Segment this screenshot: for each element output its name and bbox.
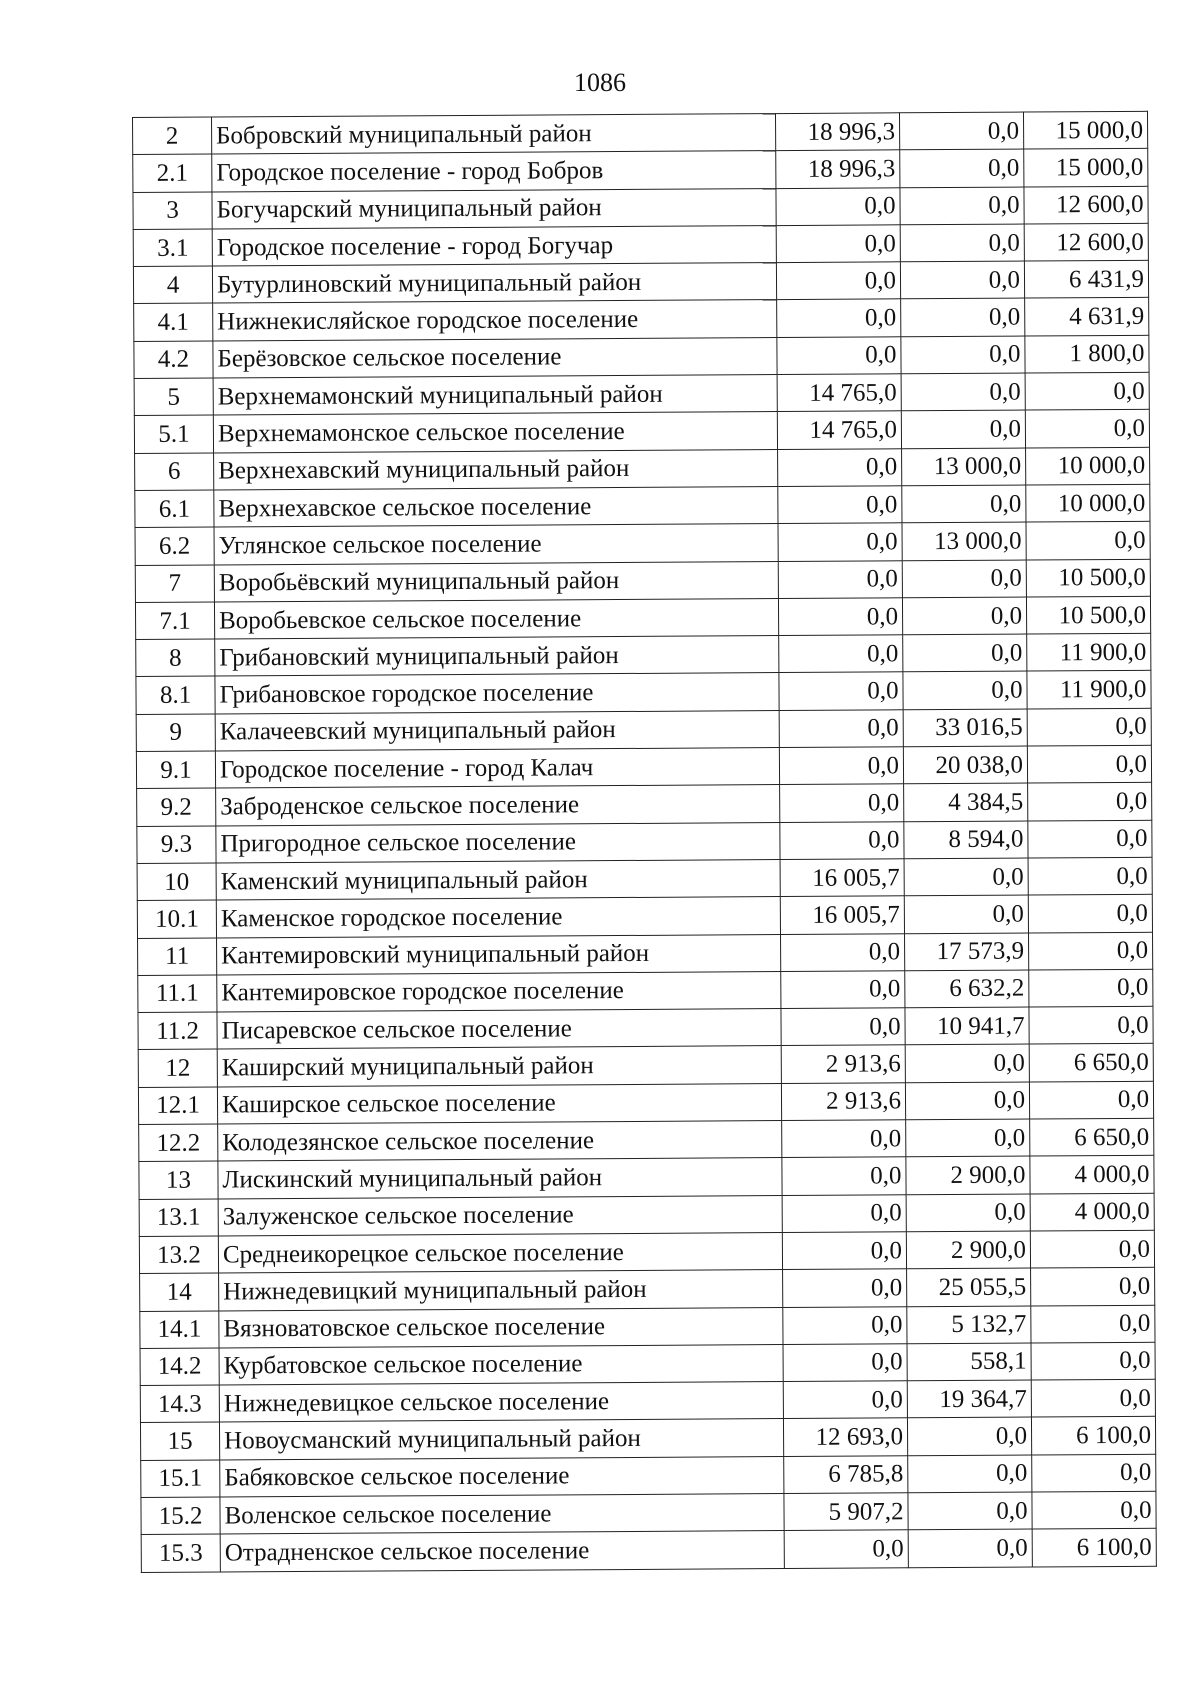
table-row xyxy=(135,596,1150,639)
table-row xyxy=(135,484,1150,527)
value-col-1-cell: 0,0 xyxy=(781,1008,905,1046)
table-row xyxy=(134,298,1149,341)
value-col-2-cell: 0,0 xyxy=(904,895,1028,933)
budget-table-body xyxy=(133,111,1157,1572)
row-number-cell: 10.1 xyxy=(137,900,216,938)
value-col-3-cell: 4 631,9 xyxy=(1025,298,1149,336)
value-col-3-cell: 6 650,0 xyxy=(1029,1044,1153,1082)
table-row xyxy=(133,149,1148,192)
row-number-cell: 15.1 xyxy=(141,1460,220,1498)
table-row xyxy=(137,895,1152,938)
table-row xyxy=(134,372,1149,415)
value-col-2-cell: 0,0 xyxy=(900,187,1024,225)
value-col-1-cell: 0,0 xyxy=(781,971,905,1009)
row-number-cell: 12.1 xyxy=(138,1087,217,1125)
municipality-name-cell: Богучарский муниципальный район xyxy=(212,188,776,229)
value-col-2-cell: 0,0 xyxy=(902,485,1026,523)
row-number-cell: 4 xyxy=(133,266,212,304)
table-row xyxy=(141,1529,1156,1572)
value-col-1-cell: 0,0 xyxy=(782,1120,906,1158)
row-number-cell: 13.1 xyxy=(139,1199,218,1237)
row-number-cell: 9 xyxy=(136,714,215,752)
municipality-name-cell: Бутурлиновский муниципальный район xyxy=(212,263,776,304)
value-col-2-cell: 0,0 xyxy=(905,1082,1029,1120)
row-number-cell: 12.2 xyxy=(139,1124,218,1162)
value-col-1-cell: 0,0 xyxy=(777,337,901,375)
row-number-cell: 3.1 xyxy=(133,229,212,267)
value-col-1-cell: 2 913,6 xyxy=(781,1083,905,1121)
municipality-name-cell: Колодезянское сельское поселение xyxy=(218,1121,782,1162)
value-col-3-cell: 0,0 xyxy=(1030,1230,1154,1268)
value-col-1-cell: 0,0 xyxy=(783,1381,907,1419)
row-number-cell: 9.1 xyxy=(136,751,215,789)
municipality-name-cell: Грибановское городское поселение xyxy=(215,673,779,714)
value-col-2-cell: 33 016,5 xyxy=(903,709,1027,747)
municipality-name-cell: Нижнекисляйское городское поселение xyxy=(213,300,777,341)
municipality-name-cell: Верхнехавский муниципальный район xyxy=(214,449,778,490)
value-col-2-cell: 0,0 xyxy=(904,858,1028,896)
table-row xyxy=(133,223,1148,266)
value-col-3-cell: 4 000,0 xyxy=(1030,1156,1154,1194)
municipality-name-cell: Курбатовское сельское поселение xyxy=(219,1344,783,1385)
value-col-2-cell: 0,0 xyxy=(901,410,1025,448)
value-col-3-cell: 4 000,0 xyxy=(1030,1193,1154,1231)
municipality-name-cell: Заброденское сельское поселение xyxy=(216,785,780,826)
table-row xyxy=(136,671,1151,714)
value-col-2-cell: 5 132,7 xyxy=(907,1306,1031,1344)
value-col-1-cell: 0,0 xyxy=(781,933,905,971)
value-col-1-cell: 18 996,3 xyxy=(775,113,899,151)
table-row xyxy=(138,1081,1153,1124)
value-col-3-cell: 6 100,0 xyxy=(1032,1529,1156,1567)
municipality-name-cell: Отрадненское сельское поселение xyxy=(220,1531,784,1572)
municipality-name-cell: Каменский муниципальный район xyxy=(216,859,780,900)
row-number-cell: 4.1 xyxy=(134,303,213,341)
value-col-3-cell: 0,0 xyxy=(1025,410,1149,448)
municipality-name-cell: Городское поселение - город Калач xyxy=(215,748,779,789)
table-row xyxy=(135,447,1150,490)
budget-table xyxy=(132,111,1157,1573)
value-col-1-cell: 0,0 xyxy=(776,187,900,225)
value-col-3-cell: 0,0 xyxy=(1031,1342,1155,1380)
value-col-1-cell: 0,0 xyxy=(782,1232,906,1270)
value-col-1-cell: 5 907,2 xyxy=(784,1493,908,1531)
value-col-2-cell: 0,0 xyxy=(905,1044,1029,1082)
value-col-1-cell: 0,0 xyxy=(778,448,902,486)
value-col-1-cell: 14 765,0 xyxy=(777,411,901,449)
value-col-3-cell: 0,0 xyxy=(1032,1454,1156,1492)
municipality-name-cell: Верхнехавское сельское поселение xyxy=(214,487,778,528)
value-col-1-cell: 0,0 xyxy=(783,1306,907,1344)
table-row xyxy=(139,1230,1154,1273)
table-row xyxy=(138,969,1153,1012)
value-col-2-cell: 4 384,5 xyxy=(904,783,1028,821)
row-number-cell: 5.1 xyxy=(134,415,213,453)
municipality-name-cell: Городское поселение - город Богучар xyxy=(212,225,776,266)
row-number-cell: 13.2 xyxy=(139,1236,218,1274)
row-number-cell: 11.1 xyxy=(138,975,217,1013)
value-col-3-cell: 0,0 xyxy=(1029,1081,1153,1119)
value-col-1-cell: 0,0 xyxy=(782,1157,906,1195)
value-col-1-cell: 0,0 xyxy=(783,1344,907,1382)
value-col-2-cell: 13 000,0 xyxy=(902,522,1026,560)
value-col-1-cell: 0,0 xyxy=(780,784,904,822)
value-col-3-cell: 10 500,0 xyxy=(1026,596,1150,634)
value-col-2-cell: 0,0 xyxy=(907,1417,1031,1455)
value-col-3-cell: 15 000,0 xyxy=(1024,149,1148,187)
value-col-1-cell: 0,0 xyxy=(778,560,902,598)
table-row xyxy=(139,1193,1154,1236)
value-col-3-cell: 0,0 xyxy=(1026,522,1150,560)
row-number-cell: 4.2 xyxy=(134,341,213,379)
table-row xyxy=(140,1342,1155,1385)
value-col-1-cell: 0,0 xyxy=(776,225,900,263)
value-col-2-cell: 558,1 xyxy=(907,1343,1031,1381)
value-col-2-cell: 6 632,2 xyxy=(905,970,1029,1008)
municipality-name-cell: Новоусманский муниципальный район xyxy=(219,1419,783,1460)
value-col-2-cell: 0,0 xyxy=(901,336,1025,374)
table-row xyxy=(137,857,1152,900)
municipality-name-cell: Нижнедевицкое сельское поселение xyxy=(219,1382,783,1423)
value-col-2-cell: 10 941,7 xyxy=(905,1007,1029,1045)
table-row xyxy=(136,708,1151,751)
value-col-3-cell: 6 650,0 xyxy=(1030,1118,1154,1156)
value-col-2-cell: 0,0 xyxy=(900,261,1024,299)
value-col-2-cell: 0,0 xyxy=(908,1455,1032,1493)
value-col-1-cell: 0,0 xyxy=(777,299,901,337)
municipality-name-cell: Верхнемамонское сельское поселение xyxy=(213,412,777,453)
table-row xyxy=(140,1305,1155,1348)
value-col-2-cell: 0,0 xyxy=(901,373,1025,411)
row-number-cell: 5 xyxy=(134,378,213,416)
value-col-3-cell: 0,0 xyxy=(1025,372,1149,410)
value-col-2-cell: 0,0 xyxy=(906,1119,1030,1157)
value-col-3-cell: 0,0 xyxy=(1029,1006,1153,1044)
value-col-2-cell: 0,0 xyxy=(900,149,1024,187)
row-number-cell: 2.1 xyxy=(133,154,212,192)
value-col-2-cell: 19 364,7 xyxy=(907,1380,1031,1418)
row-number-cell: 11 xyxy=(138,938,217,976)
row-number-cell: 12 xyxy=(138,1049,217,1087)
value-col-1-cell: 14 765,0 xyxy=(777,374,901,412)
row-number-cell: 8.1 xyxy=(136,676,215,714)
value-col-2-cell: 0,0 xyxy=(908,1492,1032,1530)
row-number-cell: 6.1 xyxy=(135,490,214,528)
municipality-name-cell: Писаревское сельское поселение xyxy=(217,1009,781,1050)
value-col-2-cell: 0,0 xyxy=(901,299,1025,337)
row-number-cell: 10 xyxy=(137,863,216,901)
municipality-name-cell: Нижнедевицкий муниципальный район xyxy=(219,1270,783,1311)
value-col-1-cell: 0,0 xyxy=(779,672,903,710)
municipality-name-cell: Вязноватовское сельское поселение xyxy=(219,1307,783,1348)
table-row xyxy=(134,335,1149,378)
value-col-3-cell: 6 100,0 xyxy=(1031,1417,1155,1455)
municipality-name-cell: Каширский муниципальный район xyxy=(217,1046,781,1087)
value-col-1-cell: 6 785,8 xyxy=(784,1455,908,1493)
value-col-1-cell: 0,0 xyxy=(780,821,904,859)
row-number-cell: 8 xyxy=(136,639,215,677)
row-number-cell: 2 xyxy=(133,117,212,155)
table-row xyxy=(133,260,1148,303)
municipality-name-cell: Углянское сельское поселение xyxy=(214,524,778,565)
value-col-3-cell: 0,0 xyxy=(1027,745,1151,783)
municipality-name-cell: Верхнемамонский муниципальный район xyxy=(213,375,777,416)
value-col-1-cell: 0,0 xyxy=(779,710,903,748)
value-col-2-cell: 0,0 xyxy=(900,224,1024,262)
row-number-cell: 14.3 xyxy=(140,1385,219,1423)
value-col-2-cell: 0,0 xyxy=(903,671,1027,709)
table-row xyxy=(137,783,1152,826)
value-col-3-cell: 12 600,0 xyxy=(1024,223,1148,261)
table-row xyxy=(133,186,1148,229)
table-row xyxy=(135,522,1150,565)
value-col-2-cell: 17 573,9 xyxy=(905,933,1029,971)
value-col-3-cell: 0,0 xyxy=(1029,969,1153,1007)
table-row xyxy=(141,1491,1156,1534)
value-col-2-cell: 0,0 xyxy=(899,112,1023,150)
municipality-name-cell: Воробьёвский муниципальный район xyxy=(214,561,778,602)
value-col-1-cell: 16 005,7 xyxy=(780,859,904,897)
row-number-cell: 14.2 xyxy=(140,1348,219,1386)
municipality-name-cell: Калачеевский муниципальный район xyxy=(215,710,779,751)
value-col-1-cell: 0,0 xyxy=(776,262,900,300)
value-col-2-cell: 20 038,0 xyxy=(903,746,1027,784)
table-row xyxy=(140,1267,1155,1310)
municipality-name-cell: Бабяковское сельское поселение xyxy=(220,1456,784,1497)
value-col-1-cell: 0,0 xyxy=(783,1269,907,1307)
municipality-name-cell: Пригородное сельское поселение xyxy=(216,822,780,863)
value-col-3-cell: 0,0 xyxy=(1031,1379,1155,1417)
municipality-name-cell: Каменское городское поселение xyxy=(216,897,780,938)
row-number-cell: 15.3 xyxy=(141,1534,220,1572)
row-number-cell: 7 xyxy=(135,565,214,603)
table-row xyxy=(135,559,1150,602)
value-col-2-cell: 0,0 xyxy=(903,634,1027,672)
value-col-1-cell: 0,0 xyxy=(779,635,903,673)
row-number-cell: 7.1 xyxy=(135,602,214,640)
value-col-3-cell: 0,0 xyxy=(1028,932,1152,970)
municipality-name-cell: Кантемировский муниципальный район xyxy=(217,934,781,975)
value-col-2-cell: 0,0 xyxy=(908,1529,1032,1567)
row-number-cell: 11.2 xyxy=(138,1012,217,1050)
municipality-name-cell: Воробьевское сельское поселение xyxy=(214,598,778,639)
value-col-3-cell: 11 900,0 xyxy=(1027,671,1151,709)
value-col-1-cell: 0,0 xyxy=(778,486,902,524)
municipality-name-cell: Залуженское сельское поселение xyxy=(218,1195,782,1236)
table-row xyxy=(140,1417,1155,1460)
value-col-3-cell: 0,0 xyxy=(1028,895,1152,933)
table-row xyxy=(136,745,1151,788)
table-row xyxy=(137,820,1152,863)
row-number-cell: 9.2 xyxy=(137,788,216,826)
table-row xyxy=(136,633,1151,676)
value-col-3-cell: 1 800,0 xyxy=(1025,335,1149,373)
table-row xyxy=(133,111,1148,154)
row-number-cell: 14.1 xyxy=(140,1310,219,1348)
table-row xyxy=(141,1454,1156,1497)
value-col-2-cell: 2 900,0 xyxy=(906,1156,1030,1194)
value-col-1-cell: 2 913,6 xyxy=(781,1045,905,1083)
value-col-1-cell: 18 996,3 xyxy=(776,150,900,188)
value-col-3-cell: 10 000,0 xyxy=(1026,484,1150,522)
municipality-name-cell: Каширское сельское поселение xyxy=(217,1083,781,1124)
value-col-2-cell: 13 000,0 xyxy=(902,448,1026,486)
table-row xyxy=(139,1156,1154,1199)
value-col-3-cell: 0,0 xyxy=(1028,857,1152,895)
municipality-name-cell: Городское поселение - город Бобров xyxy=(212,151,776,192)
table-row xyxy=(139,1118,1154,1161)
table-row xyxy=(138,932,1153,975)
value-col-3-cell: 10 000,0 xyxy=(1026,447,1150,485)
row-number-cell: 9.3 xyxy=(137,826,216,864)
municipality-name-cell: Кантемировское городское поселение xyxy=(217,971,781,1012)
value-col-1-cell: 0,0 xyxy=(779,747,903,785)
value-col-3-cell: 0,0 xyxy=(1032,1491,1156,1529)
value-col-1-cell: 12 693,0 xyxy=(783,1418,907,1456)
municipality-name-cell: Бобровский муниципальный район xyxy=(212,114,776,155)
value-col-2-cell: 0,0 xyxy=(902,560,1026,598)
value-col-2-cell: 25 055,5 xyxy=(907,1268,1031,1306)
value-col-1-cell: 0,0 xyxy=(778,598,902,636)
table-row xyxy=(138,1006,1153,1049)
table-row xyxy=(138,1044,1153,1087)
value-col-3-cell: 10 500,0 xyxy=(1026,559,1150,597)
value-col-3-cell: 0,0 xyxy=(1027,708,1151,746)
value-col-1-cell: 16 005,7 xyxy=(780,896,904,934)
row-number-cell: 6 xyxy=(135,453,214,491)
row-number-cell: 6.2 xyxy=(135,527,214,565)
value-col-2-cell: 2 900,0 xyxy=(906,1231,1030,1269)
value-col-3-cell: 0,0 xyxy=(1028,820,1152,858)
value-col-2-cell: 0,0 xyxy=(906,1194,1030,1232)
value-col-1-cell: 0,0 xyxy=(778,523,902,561)
municipality-name-cell: Воленское сельское поселение xyxy=(220,1494,784,1535)
municipality-name-cell: Грибановский муниципальный район xyxy=(215,636,779,677)
value-col-3-cell: 0,0 xyxy=(1028,783,1152,821)
page-number: 1086 xyxy=(574,68,626,97)
value-col-3-cell: 12 600,0 xyxy=(1024,186,1148,224)
municipality-name-cell: Берёзовское сельское поселение xyxy=(213,337,777,378)
table-row xyxy=(134,410,1149,453)
row-number-cell: 13 xyxy=(139,1161,218,1199)
row-number-cell: 15.2 xyxy=(141,1497,220,1535)
value-col-3-cell: 11 900,0 xyxy=(1027,633,1151,671)
value-col-1-cell: 0,0 xyxy=(782,1194,906,1232)
row-number-cell: 14 xyxy=(140,1273,219,1311)
value-col-3-cell: 15 000,0 xyxy=(1023,111,1147,149)
municipality-name-cell: Лискинский муниципальный район xyxy=(218,1158,782,1199)
value-col-2-cell: 8 594,0 xyxy=(904,821,1028,859)
value-col-2-cell: 0,0 xyxy=(902,597,1026,635)
row-number-cell: 3 xyxy=(133,192,212,230)
value-col-3-cell: 0,0 xyxy=(1031,1305,1155,1343)
municipality-name-cell: Среднеикорецкое сельское поселение xyxy=(218,1232,782,1273)
value-col-1-cell: 0,0 xyxy=(784,1530,908,1568)
table-row xyxy=(140,1379,1155,1422)
row-number-cell: 15 xyxy=(140,1422,219,1460)
value-col-3-cell: 0,0 xyxy=(1031,1267,1155,1305)
value-col-3-cell: 6 431,9 xyxy=(1024,260,1148,298)
